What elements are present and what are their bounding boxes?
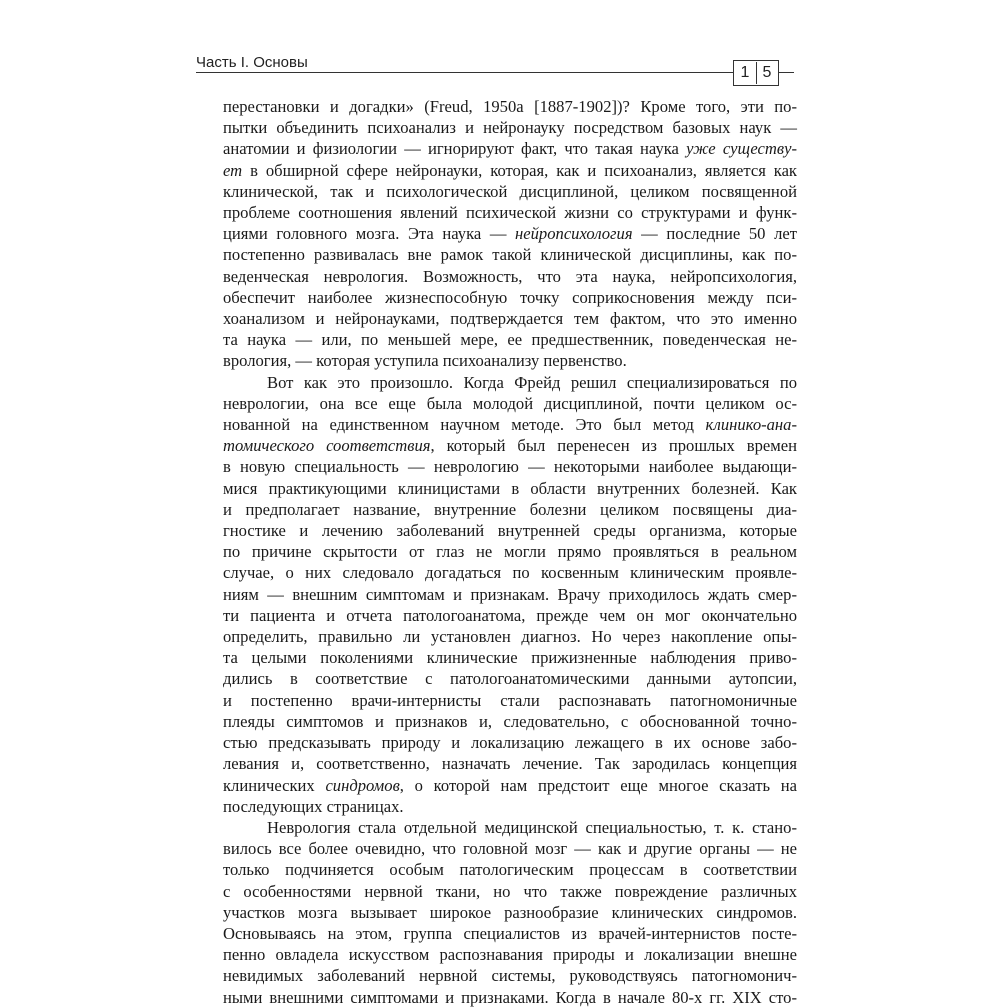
- text-line: [223, 96, 797, 117]
- text-run: — последние 50 лет: [632, 224, 797, 244]
- text-line: [223, 732, 797, 753]
- text-run: хоанализом и нейронауками, подтверждается тем фактом, что это именно: [223, 309, 797, 329]
- text-line: [223, 796, 797, 817]
- text-run: с особенностями нервной ткани, но что также повреждение различных: [223, 881, 797, 901]
- italic-text: ет: [223, 160, 243, 180]
- text-run: определить, правильно ли установлен диагноз. Но через накопление опы-: [223, 627, 797, 647]
- text-line: [223, 287, 797, 308]
- text-line: [223, 859, 797, 880]
- text-line: [223, 456, 797, 477]
- text-run: мися практикующими клиницистами в области внутренних болезней. Как: [223, 478, 797, 498]
- text-line: [223, 393, 797, 414]
- text-line: [223, 881, 797, 902]
- text-line: [223, 668, 797, 689]
- text-line: [223, 160, 797, 181]
- text-run: плеяды симптомов и признаков и, следовательно, с обоснованной точно-: [223, 711, 797, 731]
- text-run: обеспечит наиболее жизнеспособную точку соприкосновения между пси-: [223, 287, 797, 307]
- text-run: невидимых заболеваний нервной системы, руководствуясь патогномонич-: [223, 966, 797, 986]
- text-line: [223, 965, 797, 986]
- italic-text: синдромов: [325, 775, 400, 795]
- text-run: ти пациента и отчета патологоанатома, прежде чем он мог окончательно: [223, 605, 797, 625]
- body-text: [223, 96, 797, 1008]
- text-run: неврологии, она все еще была молодой дисциплиной, почти целиком ос-: [223, 393, 797, 413]
- text-line: [223, 647, 797, 668]
- text-run: пенно овладела искусством распознавания природы и локализации внешне: [223, 945, 797, 965]
- text-run: ниям — внешним симптомам и признакам. Врачу приходилось ждать смер-: [223, 584, 797, 604]
- text-line: [223, 202, 797, 223]
- text-line: [223, 435, 797, 456]
- text-run: Основываясь на этом, группа специалистов из врачей-интернистов посте-: [223, 923, 797, 943]
- italic-text: томического соответствия: [223, 436, 431, 456]
- italic-text: клинико-ана-: [705, 415, 797, 435]
- text-run: дились в соответствие с патологоанатомическими данными аутопсии,: [223, 669, 797, 689]
- text-run: циями головного мозга. Эта наука —: [223, 224, 516, 244]
- text-line: [223, 244, 797, 265]
- text-line: [223, 690, 797, 711]
- text-run: веденческая неврология. Возможность, что эта наука, нейропсихология,: [223, 266, 797, 286]
- text-line: [223, 372, 797, 393]
- text-run: вилось все более очевидно, что головной мозг — как и другие органы — не: [223, 839, 797, 859]
- running-head: Часть I. Основы: [196, 54, 308, 71]
- text-run: в новую специальность — неврологию — некоторыми наиболее выдающи-: [223, 457, 797, 477]
- page-number-digit: 1: [740, 64, 750, 81]
- text-run: врология, — которая уступила психоанализу первенство.: [223, 351, 627, 371]
- text-run: клинических: [223, 775, 326, 795]
- text-run: только подчиняется особым патологическим процессам в соответствии: [223, 860, 797, 880]
- text-line: [223, 817, 797, 838]
- text-run: участков мозга вызывает широкое разнообразие клинических синдромов.: [223, 902, 797, 922]
- text-run: последующих страницах.: [223, 796, 404, 816]
- text-run: ными внешними симптомами и признаками. Когда в начале 80-х гг. XIX сто-: [223, 987, 797, 1007]
- text-line: [223, 414, 797, 435]
- text-line: [223, 626, 797, 647]
- text-line: [223, 308, 797, 329]
- italic-text: нейропсихология: [515, 224, 633, 244]
- text-line: [223, 117, 797, 138]
- text-run: постепенно развивалась вне рамок такой клинической дисциплины, как по-: [223, 245, 797, 265]
- text-run: левания и, соответственно, назначать лечение. Так зародилась концепция: [223, 754, 797, 774]
- text-run: по причине скрытости от глаз не могли прямо проявляться в реальном: [223, 542, 797, 562]
- text-run: и предполагает название, внутренние болезни целиком посвящены диа-: [223, 499, 797, 519]
- text-line: [223, 329, 797, 350]
- page-number-box: [733, 60, 779, 86]
- text-line: [223, 562, 797, 583]
- text-line: [223, 584, 797, 605]
- header-rule: [196, 72, 794, 73]
- text-run: Неврология стала отдельной медицинской специальностью, т. к. стано-: [267, 817, 797, 837]
- text-run: пытки объединить психоанализ и нейронауку посредством базовых наук —: [223, 118, 797, 138]
- text-line: [223, 350, 797, 371]
- text-line: [223, 902, 797, 923]
- text-line: [223, 605, 797, 626]
- text-line: [223, 987, 797, 1008]
- text-run: гностике и лечению заболеваний внутренней среды организма, которые: [223, 521, 797, 541]
- text-line: [223, 923, 797, 944]
- italic-text: уже существу-: [686, 139, 797, 159]
- text-line: [223, 520, 797, 541]
- text-line: [223, 499, 797, 520]
- text-run: Вот как это произошло. Когда Фрейд решил специализироваться по: [267, 372, 797, 392]
- text-run: та наука — или, по меньшей мере, ее предшественник, поведенческая не-: [223, 330, 797, 350]
- text-run: та целыми поколениями клинические прижизненные наблюдения приво-: [223, 648, 797, 668]
- text-run: в обширной сфере нейронауки, которая, как и психоанализ, является как: [242, 160, 797, 180]
- text-run: анатомии и физиологии — игнорируют факт, что такая наука: [223, 139, 687, 159]
- text-run: перестановки и догадки» (Freud, 1950a [1887-1902])? Кроме того, эти по-: [223, 97, 797, 116]
- text-run: проблеме соотношения явлений психической жизни со структурами и функ-: [223, 203, 797, 223]
- text-line: [223, 753, 797, 774]
- text-line: [223, 838, 797, 859]
- text-run: стью предсказывать природу и локализацию лежащего в их основе забо-: [223, 733, 797, 753]
- text-run: клинической, так и психологической дисциплиной, целиком посвященной: [223, 181, 797, 201]
- text-line: [223, 944, 797, 965]
- text-run: , о которой нам предстоит еще многое сказать на: [399, 775, 797, 795]
- text-run: случае, о них следовало догадаться по косвенным клиническим проявле-: [223, 563, 797, 583]
- text-line: [223, 711, 797, 732]
- text-run: , который был перенесен из прошлых времен: [430, 436, 797, 456]
- text-line: [223, 223, 797, 244]
- page-number-digit: 5: [756, 62, 778, 84]
- text-run: нованной на единственном научном методе. Это был метод: [223, 415, 706, 435]
- text-line: [223, 541, 797, 562]
- text-run: и постепенно врачи-интернисты стали распознавать патогномоничные: [223, 690, 797, 710]
- text-line: [223, 478, 797, 499]
- text-line: [223, 266, 797, 287]
- text-line: [223, 138, 797, 159]
- text-line: [223, 181, 797, 202]
- text-line: [223, 775, 797, 796]
